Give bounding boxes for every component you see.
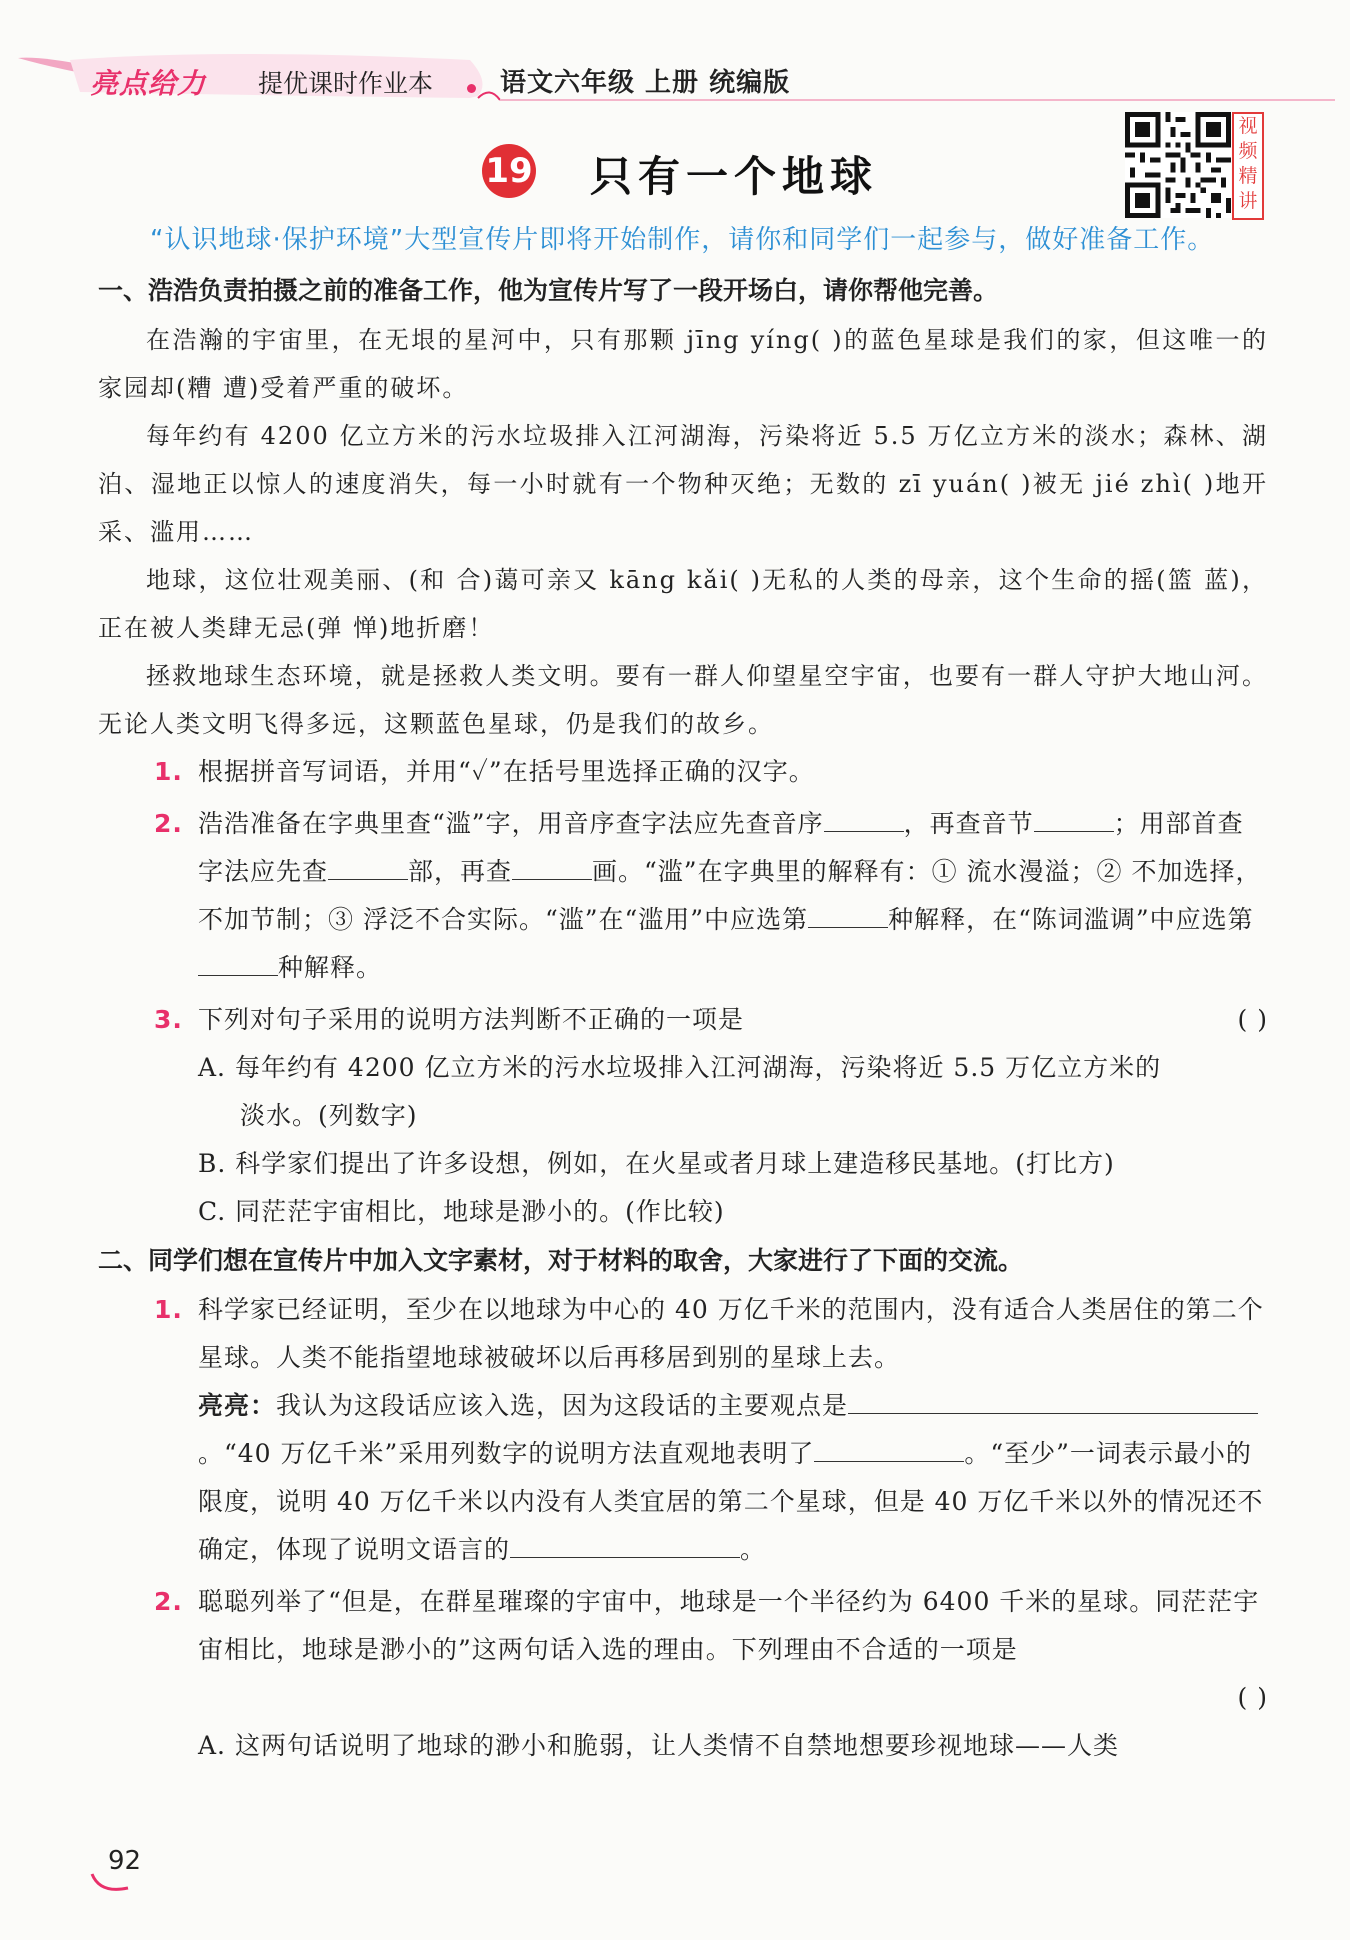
option-label: A. — [198, 1053, 227, 1082]
option-c[interactable] — [98, 1188, 1268, 1236]
lesson-number-badge: 19 — [482, 144, 536, 198]
video-tag-char: 视 — [1238, 115, 1258, 137]
answer-blank[interactable] — [510, 1529, 740, 1558]
passage-paragraph: 在浩瀚的宇宙里，在无垠的星河中，只有那颗 jīng yíng( )的蓝色星球是我们的家，但这唯一的家园却(糟 遭)受着严重的破坏。 — [98, 326, 1268, 402]
answer-blank[interactable] — [1034, 803, 1114, 832]
option-text: 同茫茫宇宙相比，地球是渺小的。(作比较) — [235, 1197, 725, 1226]
question-text: 聪聪列举了“但是，在群星璀璨的宇宙中，地球是一个半径约为 6400 千米的星球。同茫茫宇宙相比，地球是渺小的”这两句话入选的理由。下列理由不合适的一项是 — [198, 1587, 1260, 1664]
section-2-heading: 二、同学们想在宣传片中加入文字素材，对于材料的取舍，大家进行了下面的交流。 — [98, 1246, 1024, 1275]
intro-text: “认识地球·保护环境”大型宣传片即将开始制作，请你和同学们一起参与，做好准备工作。 — [150, 225, 1215, 255]
question-2-2-bracket-row — [98, 1674, 1268, 1722]
question-text: 根据拼音写词语，并用“✓”在括号里选择正确的汉字。 — [198, 757, 815, 786]
answer-blank[interactable] — [848, 1385, 1178, 1414]
option-label: B. — [198, 1149, 227, 1178]
answer-blank[interactable] — [198, 947, 278, 976]
header-swoosh — [0, 0, 1350, 120]
passage-paragraph: 每年约有 4200 亿立方米的污水垃圾排入江河湖海，污染将近 5.5 万亿立方米的淡水；森林、湖泊、湿地正以惊人的速度消失，每一小时就有一个物种灭绝；无数的 zī yuán( )被无 jié zhì( )地开采、滥用…… — [98, 422, 1268, 546]
question-text: 种解释，在“陈词滥调”中应选第 — [888, 905, 1254, 934]
question-text: 种解释。 — [278, 953, 383, 982]
answer-text: 。“至少”一词表示最小的限度，说明 40 万亿千米以内没有人类宜居的第二个星球，但是 40 万亿千米以外的情况还不确定，体现了说明文语言的 — [198, 1439, 1264, 1564]
video-lecture-tag[interactable] — [1232, 112, 1264, 220]
question-number: 3. — [154, 1005, 183, 1034]
question-number: 1. — [154, 1295, 183, 1324]
answer-text: 。“40 万亿千米”采用列数字的说明方法直观地表明了 — [198, 1439, 815, 1468]
answer-blank[interactable] — [824, 803, 904, 832]
option-a[interactable] — [98, 1044, 1268, 1092]
lesson-title: 只有一个地球 — [590, 152, 879, 201]
brand-logo: 亮点给力 — [90, 67, 207, 100]
question-2-1-answer — [98, 1382, 1268, 1574]
answer-blank[interactable] — [814, 1433, 964, 1462]
page-number-swirl — [88, 1868, 148, 1898]
question-1-2 — [98, 800, 1268, 992]
option-label: C. — [198, 1197, 227, 1226]
question-text: ；用部首查字法应先查 — [198, 809, 1244, 886]
option-a[interactable]: A. 这两句话说明了地球的渺小和脆弱，让人类情不自禁地想要珍视地球——人类 — [198, 1731, 1119, 1760]
page-header — [0, 0, 1350, 120]
answer-bracket[interactable]: ( ) — [1237, 1005, 1268, 1034]
answer-blank[interactable] — [328, 851, 408, 880]
question-text: 科学家已经证明，至少在以地球为中心的 40 万亿千米的范围内，没有适合人类居住的第二个星球。人类不能指望地球被破坏以后再移居到别的星球上去。 — [198, 1295, 1264, 1372]
question-text: 部，再查 — [408, 857, 513, 886]
video-tag-char: 讲 — [1238, 190, 1258, 212]
answer-text: 。 — [740, 1535, 767, 1564]
question-2-2 — [98, 1578, 1268, 1674]
video-tag-char: 频 — [1238, 140, 1258, 162]
option-b[interactable] — [98, 1140, 1268, 1188]
question-1-3 — [98, 996, 1268, 1044]
series-name: 提优课时作业本 — [258, 69, 434, 98]
question-text: 浩浩准备在字典里查“滥”字，用音序查字法应先查音序 — [198, 809, 824, 838]
passage-paragraph: 地球，这位壮观美丽、(和 合)蔼可亲又 kāng kǎi( )无私的人类的母亲，这个生命的摇(篮 蓝)，正在被人类肆无忌(弹 惮)地折磨！ — [98, 566, 1268, 642]
option-text: 科学家们提出了许多设想，例如，在火星或者月球上建造移民基地。(打比方) — [235, 1149, 1115, 1178]
answer-text: 我认为这段话应该入选，因为这段话的主要观点是 — [276, 1391, 849, 1420]
section-1-heading: 一、浩浩负责拍摄之前的准备工作，他为宣传片写了一段开场白，请你帮他完善。 — [98, 276, 999, 305]
answer-blank[interactable] — [808, 899, 888, 928]
answer-blank[interactable] — [1178, 1385, 1258, 1414]
course-info: 语文六年级 上册 统编版 — [500, 68, 791, 98]
option-text: 每年约有 4200 亿立方米的污水垃圾排入江河湖海，污染将近 5.5 万亿立方米的 — [234, 1053, 1162, 1082]
answer-bracket[interactable]: ( ) — [1237, 1683, 1268, 1712]
header-dot — [467, 84, 476, 93]
qr-code-icon[interactable] — [1125, 112, 1231, 218]
question-text: ，再查音节 — [903, 809, 1034, 838]
question-text: 画。“滥”在字典里的解释有：① 流水漫溢；② 不加选择，不加节制；③ 浮泛不合实际。“滥”在“滥用”中应选第 — [198, 857, 1262, 934]
question-text: 下列对句子采用的说明方法判断不正确的一项是 — [198, 1005, 745, 1034]
question-number: 2. — [154, 809, 183, 838]
question-1-1 — [98, 748, 1268, 796]
question-number: 2. — [154, 1587, 183, 1616]
page-number: 92 — [108, 1846, 142, 1876]
option-a-continued: 淡水。(列数字) — [240, 1101, 418, 1130]
speaker-label: 亮亮： — [198, 1391, 277, 1420]
passage-paragraph: 拯救地球生态环境，就是拯救人类文明。要有一群人仰望星空宇宙，也要有一群人守护大地山河。无论人类文明飞得多远，这颗蓝色星球，仍是我们的故乡。 — [98, 662, 1268, 738]
answer-blank[interactable] — [512, 851, 592, 880]
worksheet-content — [98, 214, 1268, 1770]
question-number: 1. — [154, 757, 183, 786]
video-tag-char: 精 — [1238, 165, 1258, 187]
question-2-1 — [98, 1286, 1268, 1382]
